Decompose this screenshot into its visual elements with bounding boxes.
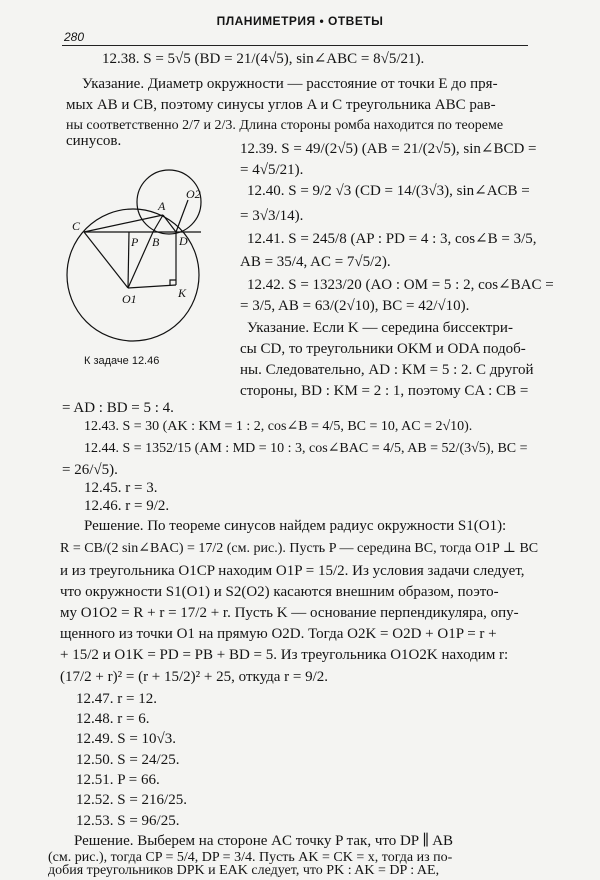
solution-line: добия треугольников DPK и EAK следует, что PK : AK = DP : AE,: [48, 863, 440, 878]
segment-ca: [84, 215, 163, 232]
label-c: C: [72, 219, 81, 233]
header-rule: [62, 45, 528, 46]
answer-12-44: 12.44. S = 1352/15 (AM : MD = 10 : 3, cos∠BAC = 4/5, AB = 52/(3√5), BC =: [84, 441, 528, 456]
solution-line: (17/2 + r)² = (r + 15/2)² + 25, откуда r = 9/2.: [60, 669, 329, 685]
answer-12-49: 12.49. S = 10√3.: [76, 731, 177, 747]
label-o2: O2: [186, 187, 201, 201]
hint-line: мых AB и CB, поэтому синусы углов A и C треугольника ABC рав-: [66, 97, 496, 113]
figure-caption: К задаче 12.46: [84, 355, 160, 367]
hint-line: = AD : BD = 5 : 4.: [62, 400, 174, 416]
segment-o1p: [128, 232, 129, 288]
solution-line: + 15/2 и O1K = PD = PB + BD = 5. Из треугольника O1O2K находим r:: [60, 647, 509, 663]
answer-12-42: 12.42. S = 1323/20 (AO : OM = 5 : 2, cos∠BAC =: [247, 277, 554, 293]
circle-s1: [67, 209, 199, 341]
answer-12-50: 12.50. S = 24/25.: [76, 752, 180, 768]
solution-line: R = CB/(2 sin∠BAC) = 17/2 (см. рис.). Пусть P — середина BC, тогда O1P ⊥ BC: [60, 541, 539, 556]
hint-line: Указание. Если K — середина биссектри-: [247, 320, 513, 336]
answer-12-53: 12.53. S = 96/25.: [76, 813, 180, 829]
label-o1: O1: [122, 292, 137, 306]
hint-line: синусов.: [66, 133, 122, 149]
answer-12-43: 12.43. S = 30 (AK : KM = 1 : 2, cos∠B = 4/5, BC = 10, AC = 2√10).: [84, 419, 473, 434]
answer-12-38: 12.38. S = 5√5 (BD = 21/(4√5), sin∠ABC = 8√5/21).: [102, 51, 425, 67]
answer-12-44-cont: = 26/√5).: [62, 462, 118, 478]
label-b: B: [152, 235, 160, 249]
hint-line: ны. Следовательно, AD : KM = 5 : 2. С другой: [240, 362, 534, 378]
answer-12-42-cont: = 3/5, AB = 63/(2√10), BC = 42/√10).: [240, 298, 470, 314]
right-angle-mark: [170, 280, 176, 285]
solution-line: Решение. По теореме синусов найдем радиус окружности S1(O1):: [84, 518, 507, 534]
answer-12-39: 12.39. S = 49/(2√5) (AB = 21/(2√5), sin∠BCD =: [240, 141, 537, 157]
answer-12-40: 12.40. S = 9/2 √3 (CD = 14/(3√3), sin∠ACB =: [247, 183, 530, 199]
hint-line: стороны, BD : KM = 2 : 1, поэтому CA : CB =: [240, 383, 529, 399]
answer-12-45: 12.45. r = 3.: [84, 480, 158, 496]
solution-line: что окружности S1(O1) и S2(O2) касаются внешним образом, поэто-: [60, 584, 499, 600]
answer-12-52: 12.52. S = 216/25.: [76, 792, 187, 808]
label-d: D: [179, 234, 188, 248]
running-header: ПЛАНИМЕТРИЯ • ОТВЕТЫ: [216, 14, 384, 28]
solution-line: и из треугольника O1CP находим O1P = 15/2. Из условия задачи следует,: [60, 563, 525, 579]
solution-line: му O1O2 = R + r = 17/2 + r. Пусть K — основание перпендикуляра, опу-: [60, 605, 519, 621]
label-k: K: [178, 286, 187, 300]
hint-line: Указание. Диаметр окружности — расстояние от точки E до пря-: [82, 76, 498, 92]
hint-line: ны соответственно 2/7 и 2/3. Длина стороны ромба находится по теореме: [66, 118, 504, 133]
label-p: P: [131, 235, 139, 249]
segment-ab: [153, 215, 163, 232]
geometry-figure: [66, 148, 226, 353]
label-a: A: [158, 199, 166, 213]
answer-12-47: 12.47. r = 12.: [76, 691, 157, 707]
solution-line: Решение. Выберем на стороне AC точку P так, что DP ∥ AB: [74, 833, 454, 849]
segment-o2d: [176, 200, 188, 232]
answer-12-48: 12.48. r = 6.: [76, 711, 150, 727]
hint-line: сы CD, то треугольники OKM и ODA подоб-: [240, 341, 526, 357]
solution-line: (см. рис.), тогда CP = 5/4, DP = 3/4. Пусть AK = CK = x, тогда из по-: [48, 850, 453, 865]
circle-s2: [137, 170, 201, 234]
solution-line: щенного из точки O1 на прямую O2D. Тогда O2K = O2D + O1P = r +: [60, 626, 497, 642]
answer-12-40-cont: = 3√3/14).: [240, 208, 304, 224]
page-number: 280: [64, 30, 85, 44]
answer-12-51: 12.51. P = 66.: [76, 772, 160, 788]
segment-o1k: [128, 285, 176, 288]
answer-12-46: 12.46. r = 9/2.: [84, 498, 170, 514]
answer-12-41: 12.41. S = 245/8 (AP : PD = 4 : 3, cos∠B = 3/5,: [247, 231, 537, 247]
answer-12-39-cont: = 4√5/21).: [240, 162, 304, 178]
segment-o1c: [84, 232, 128, 288]
answer-12-41-cont: AB = 35/4, AC = 7√5/2).: [240, 254, 391, 270]
